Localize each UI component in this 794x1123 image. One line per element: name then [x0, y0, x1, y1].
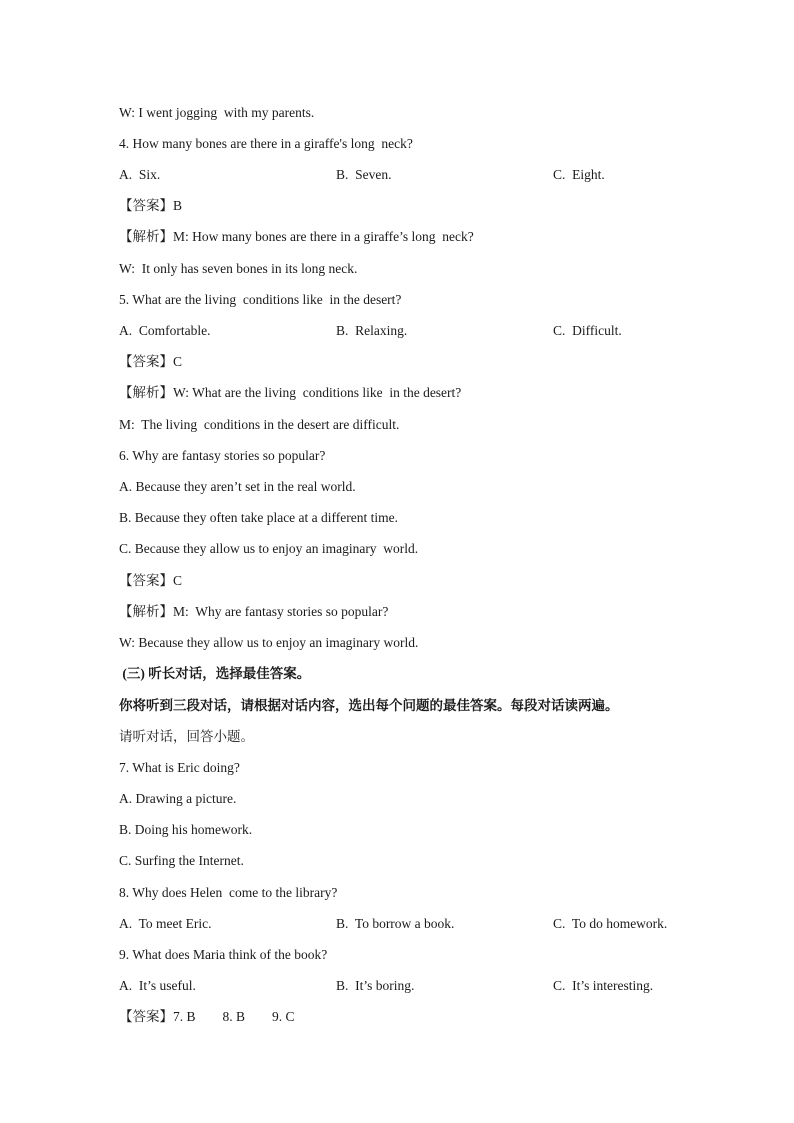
question-6: 6. Why are fantasy stories so popular? — [119, 448, 326, 463]
section-instructions: 你将听到三段对话，请根据对话内容，选出每个问题的最佳答案。每段对话读两遍。 — [119, 698, 619, 713]
dialogue-line: W: I went jogging with my parents. — [119, 105, 315, 120]
section-heading: (三) 听长对话，选择最佳答案。 — [119, 666, 311, 681]
q4-option-a: A. Six. — [119, 167, 161, 182]
q8-option-c: C. To do homework. — [553, 916, 668, 931]
answer-7-9: 【答案】7. B 8. B 9. C — [119, 1009, 295, 1024]
explanation-5-line1: 【解析】W: What are the living conditions like in the desert? — [119, 385, 462, 400]
explanation-4-line1: 【解析】M: How many bones are there in a giraffe’s long neck? — [119, 229, 474, 244]
explanation-4-line2: W: It only has seven bones in its long neck. — [119, 261, 358, 276]
q6-option-b: B. Because they often take place at a different time. — [119, 510, 399, 525]
explanation-5-line2: M: The living conditions in the desert are difficult. — [119, 417, 400, 432]
q9-option-a: A. It’s useful. — [119, 978, 196, 993]
q7-option-a: A. Drawing a picture. — [119, 791, 237, 806]
q5-option-c: C. Difficult. — [553, 323, 622, 338]
q9-option-c: C. It’s interesting. — [553, 978, 654, 993]
q7-option-b: B. Doing his homework. — [119, 822, 253, 837]
q4-option-c: C. Eight. — [553, 167, 605, 182]
explanation-6-line2: W: Because they allow us to enjoy an imaginary world. — [119, 635, 419, 650]
answer-4: 【答案】B — [119, 198, 183, 213]
question-8: 8. Why does Helen come to the library? — [119, 885, 338, 900]
question-5: 5. What are the living conditions like in the desert? — [119, 292, 402, 307]
question-9: 9. What does Maria think of the book? — [119, 947, 328, 962]
q9-option-b: B. It’s boring. — [336, 978, 415, 993]
q6-option-a: A. Because they aren’t set in the real world. — [119, 479, 356, 494]
explanation-6-line1: 【解析】M: Why are fantasy stories so popular? — [119, 604, 389, 619]
q4-option-b: B. Seven. — [336, 167, 392, 182]
q8-option-b: B. To borrow a book. — [336, 916, 455, 931]
q7-option-c: C. Surfing the Internet. — [119, 853, 244, 868]
question-4: 4. How many bones are there in a giraffe's long neck? — [119, 136, 413, 151]
q6-option-c: C. Because they allow us to enjoy an imaginary world. — [119, 541, 419, 556]
q5-option-b: B. Relaxing. — [336, 323, 408, 338]
listen-prompt: 请听对话，回答小题。 — [119, 729, 254, 744]
question-7: 7. What is Eric doing? — [119, 760, 240, 775]
q5-option-a: A. Comfortable. — [119, 323, 211, 338]
answer-6: 【答案】C — [119, 573, 183, 588]
q8-option-a: A. To meet Eric. — [119, 916, 212, 931]
answer-5: 【答案】C — [119, 354, 183, 369]
